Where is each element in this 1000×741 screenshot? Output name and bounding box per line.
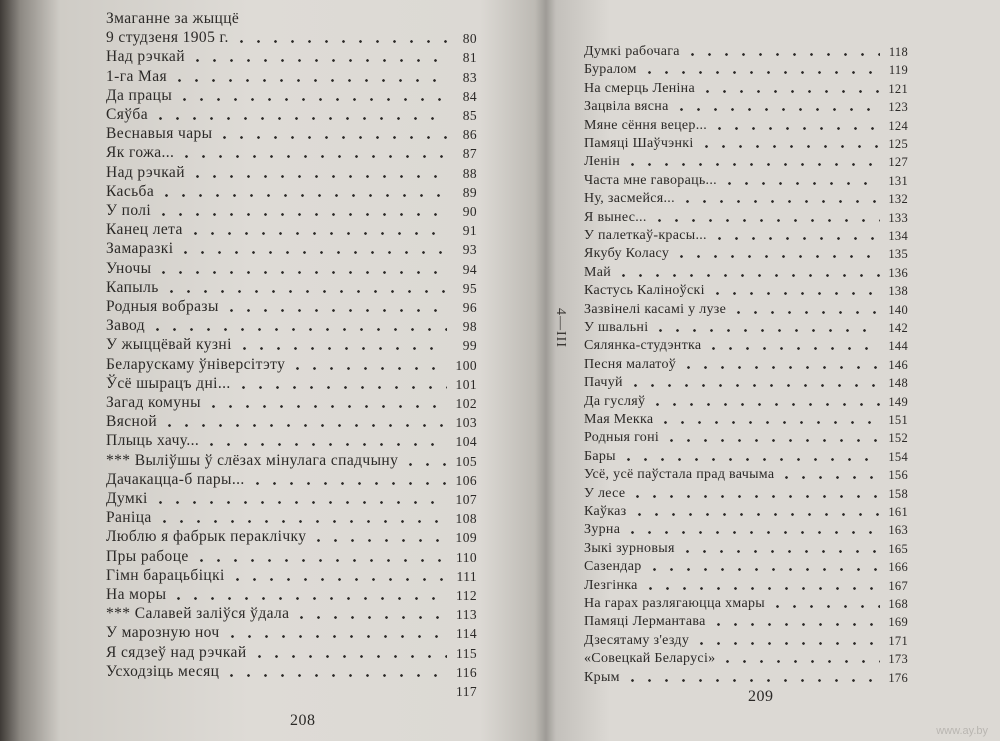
toc-entry <box>578 649 908 667</box>
dot-leader <box>721 182 880 185</box>
toc-entry-title: Да гусляў <box>584 393 646 409</box>
toc-entry <box>578 520 908 538</box>
toc-entry-page-number: 99 <box>462 338 477 354</box>
toc-entry-title: Часта мне гавораць... <box>584 172 717 188</box>
toc-entry <box>92 27 477 47</box>
toc-entry-page-number: 134 <box>888 229 908 243</box>
dot-leader <box>698 145 880 148</box>
toc-entry-page-number: 83 <box>462 69 477 85</box>
toc-entry-page-number: 85 <box>462 108 477 123</box>
toc-entry-title: Лезгінка <box>584 577 638 593</box>
toc-entry-page-number: 107 <box>455 492 477 507</box>
dot-leader <box>629 495 880 498</box>
toc-entry-page-number: 136 <box>888 265 908 280</box>
toc-entry-title: «Совецкай Беларусі» <box>584 651 716 667</box>
dot-leader <box>216 136 447 139</box>
toc-entry <box>578 631 908 649</box>
toc-entry <box>92 238 477 258</box>
toc-entry-title: Беларускаму ўніверсітэту <box>106 355 286 373</box>
toc-entry <box>92 411 477 431</box>
dot-leader <box>769 605 880 608</box>
toc-entry-title: Гімн барацьбіцкі <box>106 566 225 584</box>
toc-entry-title: Родныя вобразы <box>106 298 219 315</box>
toc-entry-title: Мяне сёння вецер... <box>584 117 708 133</box>
toc-entry-title: Думкі рабочага <box>584 44 680 59</box>
toc-entry <box>92 200 477 220</box>
toc-entry-title: У лесе <box>584 485 626 501</box>
toc-entry <box>578 539 908 557</box>
toc-entry-page-number: 102 <box>455 396 477 411</box>
toc-entry-title: Вясной <box>106 413 158 431</box>
toc-entry-page-number: 169 <box>888 615 908 630</box>
dot-leader <box>624 163 880 166</box>
toc-entry <box>578 152 908 170</box>
dot-leader <box>193 559 447 562</box>
toc-entry-page-number: 112 <box>456 588 477 603</box>
dot-leader <box>663 439 880 442</box>
toc-entry-title: У палеткаў-красы... <box>584 228 707 243</box>
dot-leader <box>646 568 880 571</box>
toc-entry-title: Змаганне за жыццё <box>106 10 240 27</box>
toc-entry <box>578 244 908 262</box>
toc-entry-title: Завод <box>106 317 146 335</box>
toc-entry <box>578 263 908 281</box>
toc-entry-page-number: 127 <box>888 155 908 170</box>
toc-entry-page-number: 86 <box>462 127 477 143</box>
toc-entry-title: Май <box>584 264 612 280</box>
toc-entry-page-number: 88 <box>462 165 477 181</box>
toc-entry <box>92 680 477 700</box>
toc-entry-page-number: 95 <box>462 280 477 296</box>
toc-entry-page-number: 140 <box>888 302 908 317</box>
toc-entry-page-number: 146 <box>888 357 908 372</box>
toc-entry-page-number: 96 <box>462 300 477 315</box>
toc-entry-page-number: 104 <box>455 434 477 450</box>
dot-leader <box>310 539 447 542</box>
toc-entry <box>578 484 908 502</box>
toc-entry-page-number: 168 <box>888 597 908 611</box>
toc-entry-title: 1-га Мая <box>106 67 168 85</box>
toc-entry-title: У швальні <box>584 320 649 335</box>
dot-leader <box>161 424 447 427</box>
dot-leader <box>679 200 880 203</box>
toc-entry <box>92 162 477 182</box>
dot-leader <box>223 674 447 677</box>
dot-leader <box>684 53 880 56</box>
dot-leader <box>709 292 880 295</box>
right-page-number: 209 <box>748 688 774 705</box>
toc-entry <box>92 565 477 585</box>
toc-entry-page-number: 115 <box>456 645 477 661</box>
toc-entry-title: Плыць хачу... <box>106 432 200 450</box>
toc-entry <box>92 85 477 105</box>
toc-entry-title: На смерць Леніна <box>584 80 695 96</box>
toc-entry-page-number: 110 <box>456 549 477 565</box>
dot-leader <box>673 255 880 258</box>
dot-leader <box>251 655 447 658</box>
dot-leader <box>699 90 880 93</box>
dot-leader <box>187 232 447 235</box>
toc-entry-page-number: 103 <box>455 415 477 431</box>
toc-entry-title: Зазвінелі касамі у лузе <box>584 301 727 317</box>
dot-leader <box>189 175 447 178</box>
dot-leader <box>249 482 447 485</box>
toc-entry-page-number: 167 <box>888 578 908 593</box>
toc-entry-page-number: 105 <box>455 453 477 469</box>
toc-entry-page-number: 117 <box>456 684 477 699</box>
dot-leader <box>163 290 447 293</box>
dot-leader <box>189 59 447 62</box>
dot-leader <box>624 679 880 682</box>
dot-leader <box>229 578 447 581</box>
toc-entry-page-number: 114 <box>456 626 477 642</box>
dot-leader <box>680 366 880 369</box>
dot-leader <box>289 367 447 370</box>
toc-entry-page-number: 116 <box>456 664 477 680</box>
signature-mark: 4—III <box>553 308 568 348</box>
toc-entry-page-number: 152 <box>888 431 908 446</box>
toc-entry-title: На моры <box>106 586 167 603</box>
dot-leader <box>155 271 447 274</box>
toc-entry <box>578 465 908 483</box>
toc-entry-page-number: 98 <box>462 319 477 335</box>
toc-entry-page-number: 165 <box>888 541 908 556</box>
toc-entry <box>92 8 477 28</box>
dot-leader <box>719 660 880 663</box>
toc-entry-page-number: 106 <box>455 472 477 488</box>
toc-entry-page-number: 154 <box>888 449 908 464</box>
toc-entry <box>92 661 477 681</box>
toc-entry-title: Зыкі зурновыя <box>584 540 675 556</box>
toc-entry-page-number: 125 <box>888 137 908 151</box>
toc-entry <box>92 277 477 297</box>
toc-entry <box>578 373 908 391</box>
toc-entry <box>578 447 908 465</box>
toc-entry <box>92 258 477 278</box>
toc-entry-page-number: 163 <box>888 523 908 538</box>
toc-entry <box>578 79 908 97</box>
dot-leader <box>171 79 447 82</box>
toc-entry <box>578 60 908 78</box>
toc-entry-page-number: 158 <box>888 486 908 501</box>
toc-entry <box>92 334 477 354</box>
toc-entry <box>578 502 908 520</box>
toc-entry-title: Памяці Шаўчэнкі <box>584 136 694 151</box>
toc-entry <box>92 392 477 412</box>
toc-entry-title: Ленін <box>584 154 620 170</box>
toc-entry <box>578 612 908 630</box>
dot-leader <box>170 597 447 600</box>
toc-entry-title: Я сядзеў над рэчкай <box>106 643 247 661</box>
toc-entry <box>92 104 477 124</box>
toc-entry-title: Люблю я фабрык пераклічку <box>106 528 307 546</box>
toc-entry-title: *** Салавей заліўся ўдала <box>106 605 290 623</box>
toc-entry-page-number: 161 <box>888 505 908 519</box>
toc-entry-title: Усё, усё паўстала прад вачыма <box>584 467 775 483</box>
toc-entry-title: У марозную ноч <box>106 624 220 642</box>
toc-entry <box>92 546 477 566</box>
toc-entry-title: Ўсё шырацъ дні... <box>106 374 231 392</box>
toc-entry-page-number: 91 <box>462 223 477 239</box>
toc-entry-title: У жыццёвай кузні <box>106 336 232 354</box>
toc-entry-title: Якубу Коласу <box>584 246 670 262</box>
toc-entry <box>92 354 477 374</box>
toc-entry-title: Мая Мекка <box>584 412 654 427</box>
dot-leader <box>641 71 880 74</box>
dot-leader <box>624 531 880 534</box>
toc-entry-page-number: 80 <box>462 31 477 47</box>
toc-entry-page-number: 109 <box>455 530 477 546</box>
dot-leader <box>223 309 447 312</box>
dot-leader <box>205 405 447 408</box>
toc-entry-page-number: 101 <box>455 376 477 392</box>
toc-entry <box>92 373 477 393</box>
toc-entry-page-number: 118 <box>888 45 908 59</box>
toc-entry-title: *** Выліўшы ў слёзах мінулага спадчыну <box>106 451 399 469</box>
toc-entry-title: Родныя гоні <box>584 430 660 446</box>
toc-entry <box>92 46 477 66</box>
right-page-contents <box>578 0 908 741</box>
toc-entry-title: Як гожа... <box>106 144 175 162</box>
toc-entry-page-number: 124 <box>888 118 908 133</box>
toc-entry <box>92 603 477 623</box>
toc-entry <box>578 318 908 336</box>
toc-entry-title: Кастусь Каліноўскі <box>584 283 705 299</box>
toc-entry <box>92 219 477 239</box>
dot-leader <box>711 127 880 130</box>
toc-entry <box>578 557 908 575</box>
toc-entry <box>578 300 908 318</box>
dot-leader <box>236 347 447 350</box>
dot-leader <box>652 329 880 332</box>
toc-entry-page-number: 89 <box>462 184 477 200</box>
toc-entry-page-number: 151 <box>888 413 908 427</box>
toc-entry <box>578 355 908 373</box>
dot-leader <box>730 311 880 314</box>
toc-entry <box>92 123 477 143</box>
left-page-contents <box>92 0 477 741</box>
toc-entry-title: Я вынес... <box>584 209 647 225</box>
toc-entry <box>92 526 477 546</box>
toc-entry-page-number: 119 <box>888 63 908 78</box>
toc-entry <box>92 66 477 86</box>
dot-leader <box>778 476 880 479</box>
toc-entry <box>578 594 908 612</box>
toc-entry-title: На гарах разлягаюцца хмары <box>584 596 765 611</box>
toc-entry-title: Над рэчкай <box>106 48 185 66</box>
dot-leader <box>158 194 447 197</box>
toc-entry-page-number: 113 <box>456 607 477 623</box>
toc-entry-title: Дачакацца-б пары... <box>106 470 245 488</box>
toc-entry-page-number: 171 <box>888 633 908 648</box>
toc-entry-title: Крым <box>584 669 620 685</box>
toc-entry-title: Да працы <box>106 86 173 104</box>
toc-entry-page-number: 144 <box>888 339 908 354</box>
dot-leader <box>642 587 880 590</box>
toc-entry-title: Усходзіць месяц <box>106 662 220 680</box>
toc-entry-title: Над рэчкай <box>106 163 185 181</box>
toc-entry-page-number: 148 <box>888 376 908 391</box>
toc-entry-title: Каўказ <box>584 504 627 519</box>
dot-leader <box>156 520 447 523</box>
toc-entry-title: Замаразкі <box>106 240 174 258</box>
toc-entry <box>578 42 908 60</box>
dot-leader <box>203 443 447 446</box>
toc-entry <box>578 208 908 226</box>
toc-entry-page-number: 84 <box>462 88 477 104</box>
toc-entry-page-number: 173 <box>888 652 908 667</box>
toc-entry <box>578 281 908 299</box>
toc-entry-title: Зацвіла вясна <box>584 99 669 115</box>
toc-entry-page-number: 87 <box>462 146 477 162</box>
toc-entry <box>578 428 908 446</box>
dot-leader <box>631 513 880 516</box>
dot-leader <box>710 623 880 626</box>
dot-leader <box>402 463 447 466</box>
toc-entry <box>92 315 477 335</box>
left-page-number: 208 <box>290 712 316 729</box>
toc-entry-page-number: 90 <box>462 204 477 219</box>
toc-entry-title: Думкі <box>106 490 148 507</box>
toc-entry-title: 9 студзеня 1905 г. <box>106 29 229 47</box>
dot-leader <box>615 274 880 277</box>
dot-leader <box>152 117 447 120</box>
toc-entry <box>578 134 908 152</box>
toc-entry-title: Зурна <box>584 522 621 538</box>
dot-leader <box>649 403 880 406</box>
toc-entry <box>92 450 477 470</box>
toc-entry <box>578 668 908 686</box>
toc-entry-page-number: 81 <box>462 50 477 66</box>
toc-entry <box>92 507 477 527</box>
toc-entry-title: Капыль <box>106 278 159 296</box>
dot-leader <box>149 328 447 331</box>
toc-entry-page-number: 100 <box>455 357 477 373</box>
toc-entry-title: Буралом <box>584 62 637 78</box>
toc-entry <box>578 226 908 244</box>
toc-entry-title: Пры рабоце <box>106 547 189 565</box>
toc-entry-page-number: 93 <box>462 242 477 258</box>
dot-leader <box>673 108 880 111</box>
toc-entry <box>578 336 908 354</box>
toc-entry-page-number: 108 <box>455 511 477 527</box>
toc-entry-page-number: 176 <box>888 670 908 685</box>
dot-leader <box>155 213 447 216</box>
toc-entry-page-number: 94 <box>462 261 477 277</box>
toc-entry <box>92 488 477 508</box>
watermark: www.ay.by <box>936 725 988 737</box>
toc-entry <box>92 142 477 162</box>
toc-entry-title: Песня малатоў <box>584 356 677 372</box>
toc-entry <box>578 97 908 115</box>
toc-entry <box>578 189 908 207</box>
toc-entry-page-number: 132 <box>888 192 908 207</box>
dot-leader <box>176 98 447 101</box>
toc-entry <box>578 116 908 134</box>
toc-entry-page-number: 111 <box>456 568 477 584</box>
dot-leader <box>178 155 447 158</box>
toc-entry <box>92 469 477 489</box>
dot-leader <box>177 251 447 254</box>
toc-entry <box>92 584 477 604</box>
dot-leader <box>152 501 447 504</box>
toc-entry <box>578 392 908 410</box>
dot-leader <box>657 421 880 424</box>
toc-entry-title: Дзесятаму з'езду <box>584 632 690 648</box>
toc-entry-page-number: 121 <box>888 81 908 96</box>
toc-entry <box>92 296 477 316</box>
dot-leader <box>679 550 880 553</box>
toc-entry-title: Памяці Лермантава <box>584 614 706 630</box>
toc-entry-title: Раніца <box>106 509 152 527</box>
toc-entry <box>578 171 908 189</box>
dot-leader <box>651 219 880 222</box>
toc-entry-title: Пачуй <box>584 375 623 391</box>
toc-entry <box>578 576 908 594</box>
dot-leader <box>235 386 447 389</box>
dot-leader <box>620 458 880 461</box>
toc-entry-title: Сяўба <box>106 106 148 123</box>
toc-entry-page-number: 131 <box>888 173 908 188</box>
dot-leader <box>224 635 447 638</box>
dot-leader <box>705 347 880 350</box>
toc-entry-title: Ну, засмейся... <box>584 191 675 207</box>
toc-entry-page-number: 142 <box>888 321 908 335</box>
toc-entry-page-number: 135 <box>888 247 908 262</box>
toc-entry-title: Канец лета <box>106 221 183 239</box>
toc-entry <box>92 430 477 450</box>
toc-entry-page-number: 156 <box>888 468 908 483</box>
dot-leader <box>711 237 880 240</box>
toc-entry-title: Веснавыя чары <box>106 125 213 143</box>
toc-entry-page-number: 133 <box>888 210 908 225</box>
toc-entry-page-number: 138 <box>888 284 908 299</box>
toc-entry-title: Бары <box>584 448 616 464</box>
toc-entry <box>578 410 908 428</box>
toc-entry-title: Уночы <box>106 259 152 277</box>
toc-entry-title: Сялянка-студэнтка <box>584 338 702 354</box>
dot-leader <box>293 616 447 619</box>
toc-entry-title: У полі <box>106 202 152 219</box>
toc-entry <box>92 622 477 642</box>
toc-entry-page-number: 149 <box>888 394 908 409</box>
toc-entry <box>92 181 477 201</box>
dot-leader <box>233 40 447 43</box>
dot-leader <box>627 384 880 387</box>
toc-entry-title: Касьба <box>106 182 155 200</box>
toc-entry <box>92 642 477 662</box>
toc-entry-page-number: 166 <box>888 560 908 575</box>
dot-leader <box>693 642 880 645</box>
toc-entry-page-number: 123 <box>888 100 908 115</box>
toc-entry-title: Загад комуны <box>106 394 201 411</box>
toc-entry-title: Сазендар <box>584 559 642 575</box>
